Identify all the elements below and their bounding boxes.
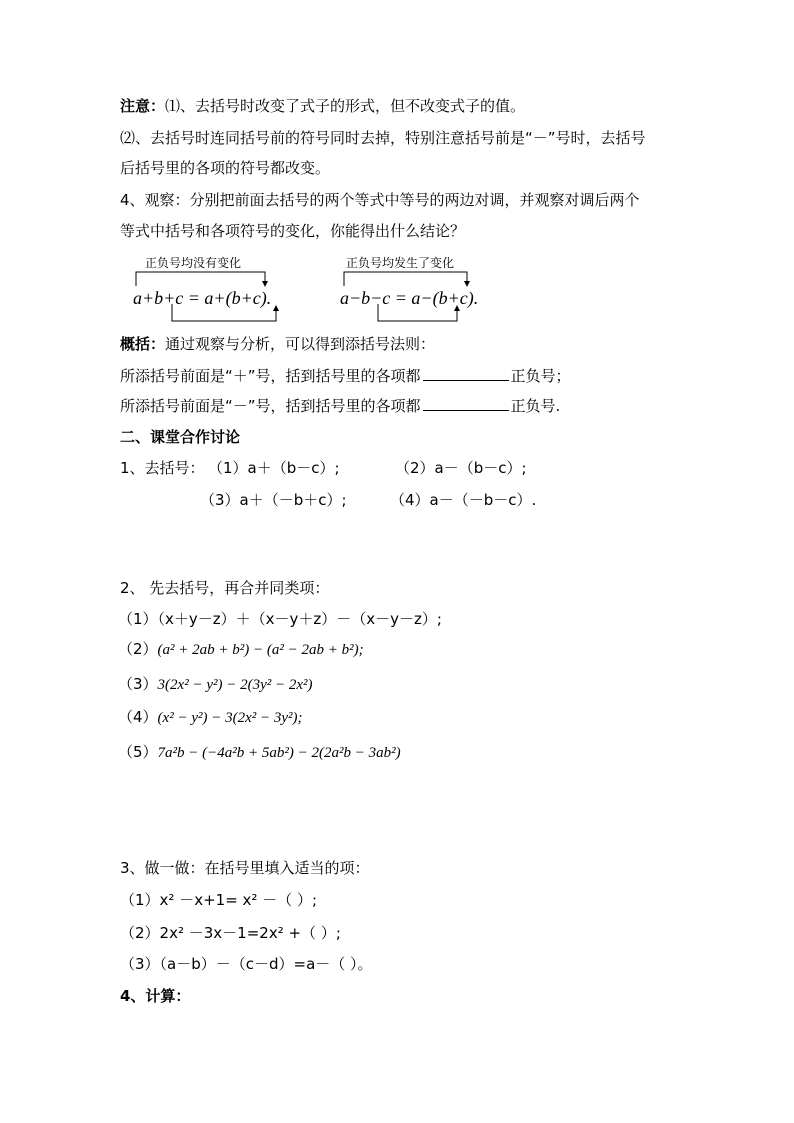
rule-2-blank[interactable] <box>423 396 509 411</box>
summary-line <box>120 334 435 354</box>
summary-label: 概括： <box>120 335 166 353</box>
rule-2-tail: 正负号. <box>510 397 561 415</box>
q2-item-3 <box>118 674 313 695</box>
note-label: 注意： <box>120 97 166 115</box>
q2-item-1: （1）（x＋y－z）＋（x－y＋z）－（x－y－z）; <box>118 610 442 628</box>
q2-item-4 <box>118 707 303 728</box>
note-text-1: ⑴、去括号时改变了式子的形式，但不改变式子的值。 <box>165 97 526 115</box>
q2-item-4-num: （4） <box>118 708 158 726</box>
q2-formula-2: (a² + 2ab + b²) − (a² − 2ab + b²); <box>157 642 364 658</box>
q2-formula-4: (x² − y²) − 3(2x² − 3y²); <box>157 710 303 726</box>
q3-item-2: （2）2x² －3x－1=2x² +（ ）; <box>120 924 341 942</box>
q1-item-4: （4）a－（－b－c）. <box>390 491 537 509</box>
observe-line-2: 等式中括号和各项符号的变化，你能得出什么结论？ <box>120 222 466 240</box>
observe-line-1: 4、观察：分别把前面去括号的两个等式中等号的两边对调，并观察对调后两个 <box>120 191 640 209</box>
q1-item-1: （1）a＋（b－c）; <box>208 459 340 477</box>
rule-2-text: 所添括号前面是“－”号，括到括号里的各项都 <box>120 397 421 415</box>
q2-label: 2、 先去括号，再合并同类项： <box>120 579 330 597</box>
note-line-2: ⑵、去括号时连同括号前的符号同时去掉，特别注意括号前是“－”号时，去括号 <box>120 129 646 147</box>
q2-formula-5: 7a²b − (−4a²b + 5ab²) − 2(2a²b − 3ab²) <box>157 745 401 761</box>
section-heading: 二、课堂合作讨论 <box>120 428 241 446</box>
note-line-3: 后括号里的各项的符号都改变。 <box>120 159 331 177</box>
q2-item-5 <box>118 742 401 763</box>
q3-item-3: （3）（a－b）－（c－d）=a－（ ）。 <box>120 955 373 973</box>
rule-1-tail: 正负号； <box>510 367 571 385</box>
rule-1 <box>120 366 571 386</box>
summary-text: 通过观察与分析，可以得到添括号法则： <box>165 335 436 353</box>
q2-item-2 <box>118 639 364 660</box>
q2-item-5-num: （5） <box>118 743 158 761</box>
q3-label: 3、做一做：在括号里填入适当的项： <box>120 859 370 877</box>
q4-label: 4、计算： <box>120 987 191 1005</box>
right-formula: a−b−c = a−(b+c). <box>340 288 479 308</box>
right-annotation: 正负号均发生了变化 <box>346 256 455 270</box>
rule-2 <box>120 396 560 416</box>
q1-item-3: （3）a＋（－b＋c）; <box>200 491 347 509</box>
q2-item-3-num: （3） <box>118 675 158 693</box>
left-formula: a+b+c = a+(b+c). <box>133 288 272 308</box>
q2-item-2-num: （2） <box>118 640 158 658</box>
left-annotation: 正负号均没有变化 <box>145 256 242 270</box>
q1-label: 1、去括号： <box>120 459 205 477</box>
q2-formula-3: 3(2x² − y²) − 2(3y² − 2x²) <box>157 677 313 693</box>
rule-1-text: 所添括号前面是“＋”号，括到括号里的各项都 <box>120 367 421 385</box>
rule-1-blank[interactable] <box>423 366 509 381</box>
q3-item-1: （1）x² －x+1= x² －（ ）; <box>120 891 318 909</box>
q1-item-2: （2）a－（b－c）; <box>395 459 527 477</box>
